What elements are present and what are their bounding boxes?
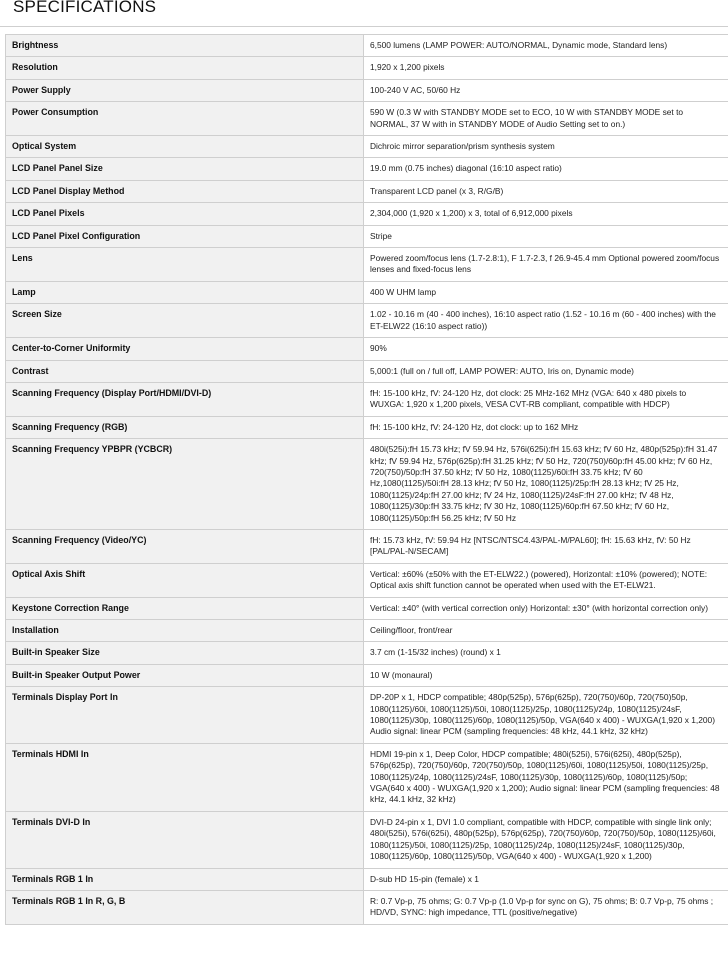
spec-label: LCD Panel Display Method [6,180,364,202]
spec-value: Vertical: ±60% (±50% with the ET-ELW22.) (powered), Horizontal: ±10% (powered); NOTE: Optical axis shift function cannot be operated when used with the ET-ELW21. [364,563,728,597]
spec-row [6,563,728,597]
spec-value: fH: 15-100 kHz, fV: 24-120 Hz, dot clock: up to 162 MHz [364,416,728,438]
spec-value: 3.7 cm (1-15/32 inches) (round) x 1 [364,642,728,664]
spec-label: Terminals RGB 1 In R, G, B [6,890,364,924]
spec-row [6,529,728,563]
spec-row [6,890,728,924]
spec-row [6,620,728,642]
spec-value: Powered zoom/focus lens (1.7-2.8:1), F 1.7-2.3, f 26.9-45.4 mm Optional powered zoom/focus lenses and fixed-focus lens [364,248,728,282]
spec-value: 6,500 lumens (LAMP POWER: AUTO/NORMAL, Dynamic mode, Standard lens) [364,35,728,57]
spec-row [6,687,728,744]
spec-label: Lamp [6,281,364,303]
spec-label: Terminals DVI-D In [6,811,364,868]
spec-row [6,136,728,158]
spec-value: 90% [364,338,728,360]
spec-label: Scanning Frequency (RGB) [6,416,364,438]
spec-row [6,664,728,686]
spec-row [6,811,728,868]
spec-label: Brightness [6,35,364,57]
spec-label: Optical Axis Shift [6,563,364,597]
spec-row [6,180,728,202]
spec-value: 480i(525i):fH 15.73 kHz; fV 59.94 Hz, 576i(625i):fH 15.63 kHz; fV 60 Hz, 480p(525p):fH 31.47 kHz; fV 59.94 Hz, 576p(625p):fH 31.25 kHz; fV 50 Hz, 720(750)/60p:fH 45.00 kHz; fV 60 Hz, 720(750)/50p:fH 37.50 kHz; fV 50 Hz, 1080(1125)/60i:fH 33.75 kHz; fV 60 Hz,1080(1125)/50i:fH 28.13 kHz; fV 50 Hz, 1080(1125)/25p:fH 28.13 kHz; fV 25 Hz, 1080(1125)/24p:fH 27.00 kHz; fV 24 Hz, 1080(1125)/24sF:fH 27.00 kHz; fV 48 Hz, 1080(1125)/30p:fH 33.75 kHz; fV 30 Hz, 1080(1125)/60p:fH 67.50 kHz; fV 60 Hz, 1080(1125)/50p:fH 56.25 kHz; fV 50 Hz [364,439,728,530]
spec-value: 100-240 V AC, 50/60 Hz [364,79,728,101]
spec-value: HDMI 19-pin x 1, Deep Color, HDCP compatible; 480i(525i), 576i(625i), 480p(525p), 576p(625p), 720(750)/60p, 720(750)/50p, 1080(1125)/60i, 1080(1125)/50i, 1080(1125)/25p, 1080(1125)/24p, 1080(1125)/24sF, 1080(1125)/30p, 1080(1125)/60p, 1080(1125)/50p; VGA(640 x 400) - WUXGA(1,920 x 1,200); Audio signal: linear PCM (sampling frequencies: 48 kHz, 44.1 kHz, 32 kHz) [364,743,728,811]
spec-label: Keystone Correction Range [6,597,364,619]
spec-row [6,382,728,416]
spec-label: Power Consumption [6,102,364,136]
spec-row [6,642,728,664]
spec-label: Scanning Frequency (Display Port/HDMI/DVI-D) [6,382,364,416]
specifications-table-body [6,35,728,925]
spec-label: LCD Panel Pixel Configuration [6,225,364,247]
spec-label: Built-in Speaker Size [6,642,364,664]
spec-value: D-sub HD 15-pin (female) x 1 [364,868,728,890]
spec-row [6,743,728,811]
spec-value: DVI-D 24-pin x 1, DVI 1.0 compliant, compatible with HDCP, compatible with single link only; 480i(525i), 576i(625i), 480p(525p), 576p(625p), 720(750)/60p, 720(750)/50p, 1080(1125)/60i, 1080(1125)/50i, 1080(1125)/25p, 1080(1125)/24p, 1080(1125)/24sF, 1080(1125)/30p, 1080(1125)/60p, 1080(1125)/50p, VGA(640 x 400) - WUXGA(1,920 x 1,200) [364,811,728,868]
spec-label: Center-to-Corner Uniformity [6,338,364,360]
spec-value: 10 W (monaural) [364,664,728,686]
spec-value: R: 0.7 Vp-p, 75 ohms; G: 0.7 Vp-p (1.0 Vp-p for sync on G), 75 ohms; B: 0.7 Vp-p, 75 ohms ; HD/VD, SYNC: high impedance, TTL (positive/negative) [364,890,728,924]
spec-label: Screen Size [6,304,364,338]
spec-row [6,57,728,79]
spec-label: LCD Panel Pixels [6,203,364,225]
spec-value: 400 W UHM lamp [364,281,728,303]
spec-row [6,281,728,303]
spec-value: 5,000:1 (full on / full off, LAMP POWER: AUTO, Iris on, Dynamic mode) [364,360,728,382]
spec-value: 1.02 - 10.16 m (40 - 400 inches), 16:10 aspect ratio (1.52 - 10.16 m (60 - 400 inches) with the ET-ELW22 (16:10 aspect ratio)) [364,304,728,338]
spec-label: Contrast [6,360,364,382]
title-divider [0,26,728,27]
spec-row [6,360,728,382]
spec-row [6,304,728,338]
spec-label: LCD Panel Panel Size [6,158,364,180]
spec-value: Vertical: ±40° (with vertical correction only) Horizontal: ±30° (with horizontal correction only) [364,597,728,619]
spec-row [6,35,728,57]
spec-label: Built-in Speaker Output Power [6,664,364,686]
page-title: SPECIFICATIONS [13,0,157,16]
spec-value: 590 W (0.3 W with STANDBY MODE set to ECO, 10 W with STANDBY MODE set to NORMAL, 37 W with in STANDBY MODE of Audio Setting set to on.) [364,102,728,136]
spec-row [6,79,728,101]
spec-label: Terminals HDMI In [6,743,364,811]
spec-row [6,248,728,282]
spec-row [6,868,728,890]
spec-value: fH: 15.73 kHz, fV: 59.94 Hz [NTSC/NTSC4.43/PAL-M/PAL60]; fH: 15.63 kHz, fV: 50 Hz [PAL/PAL-N/SECAM] [364,529,728,563]
spec-row [6,338,728,360]
specifications-table [5,34,728,925]
spec-label: Terminals RGB 1 In [6,868,364,890]
spec-value: Ceiling/floor, front/rear [364,620,728,642]
spec-label: Scanning Frequency (Video/YC) [6,529,364,563]
spec-label: Optical System [6,136,364,158]
spec-label: Installation [6,620,364,642]
spec-value: Stripe [364,225,728,247]
spec-row [6,597,728,619]
spec-value: 1,920 x 1,200 pixels [364,57,728,79]
spec-label: Lens [6,248,364,282]
spec-label: Power Supply [6,79,364,101]
spec-value: Dichroic mirror separation/prism synthesis system [364,136,728,158]
spec-label: Terminals Display Port In [6,687,364,744]
spec-value: fH: 15-100 kHz, fV: 24-120 Hz, dot clock: 25 MHz-162 MHz (VGA: 640 x 480 pixels to WUXGA: 1,920 x 1,200 pixels, VESA CVT-RB compliant, compatible with HDCP) [364,382,728,416]
spec-row [6,102,728,136]
spec-value: 2,304,000 (1,920 x 1,200) x 3, total of 6,912,000 pixels [364,203,728,225]
spec-label: Scanning Frequency YPBPR (YCBCR) [6,439,364,530]
spec-value: Transparent LCD panel (x 3, R/G/B) [364,180,728,202]
spec-row [6,158,728,180]
spec-row [6,416,728,438]
spec-value: 19.0 mm (0.75 inches) diagonal (16:10 aspect ratio) [364,158,728,180]
spec-row [6,203,728,225]
spec-value: DP-20P x 1, HDCP compatible; 480p(525p), 576p(625p), 720(750)/60p, 720(750)50p, 1080(1125)/60i, 1080(1125)/50i, 1080(1125)/25p, 1080(1125)/24p, 1080(1125)/24sF, 1080(1125)/30p, 1080(1125)/60p, 1080(1125)/50p, VGA(640 x 400) - WUXGA(1,920 x 1,200) Audio signal: linear PCM (sampling frequencies: 48 kHz, 44.1 kHz, 32 kHz) [364,687,728,744]
spec-row [6,225,728,247]
spec-label: Resolution [6,57,364,79]
spec-row [6,439,728,530]
